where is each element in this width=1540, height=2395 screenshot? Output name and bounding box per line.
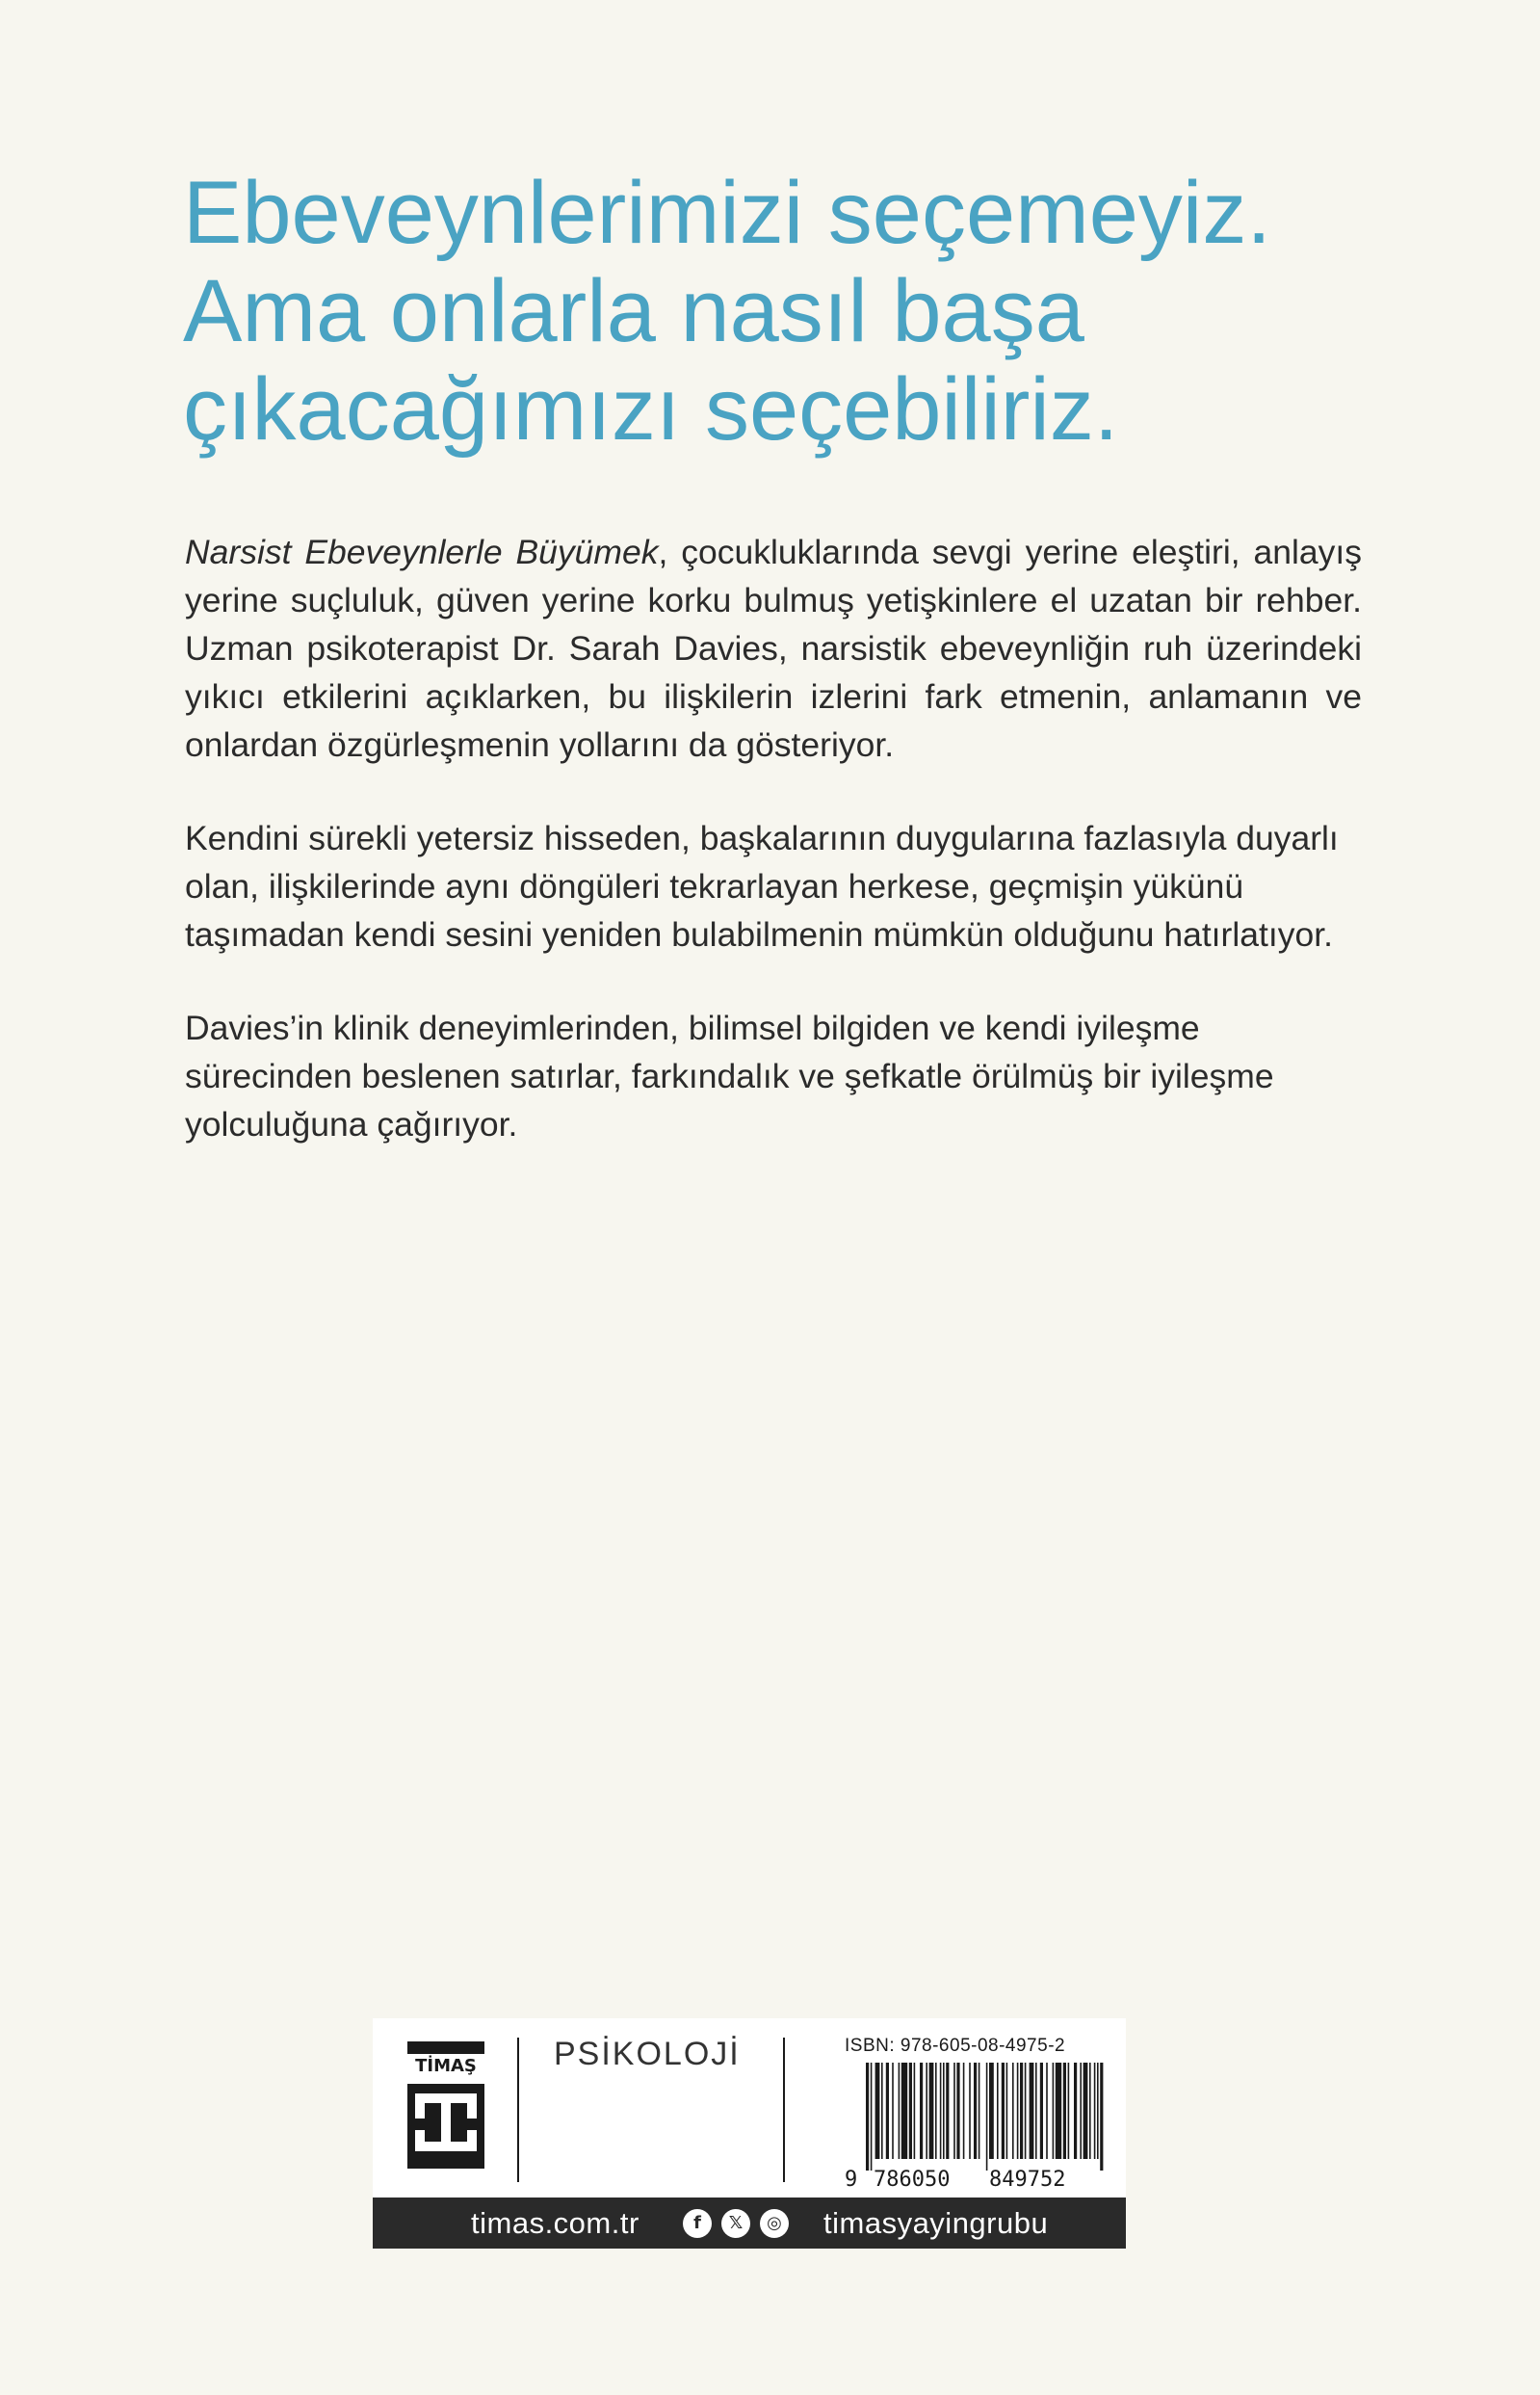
barcode [845,2063,1107,2190]
barcode-bar [881,2063,883,2159]
barcode-bar [920,2063,923,2159]
barcode-bar [953,2063,955,2159]
barcode-bar [1097,2063,1099,2159]
barcode-bar [963,2063,965,2159]
barcode-bar [946,2063,949,2159]
barcode-bar [1002,2063,1005,2159]
barcode-bar [1053,2063,1055,2159]
barcode-bar [1056,2063,1061,2159]
barcode-bar [979,2063,980,2159]
logo-bar [407,2041,484,2054]
isbn-label: ISBN: 978-605-08-4975-2 [845,2036,1066,2056]
website-link[interactable]: timas.com.tr [471,2206,639,2240]
facebook-icon[interactable]: f [683,2209,712,2238]
imprint-divider-right [783,2038,785,2182]
blurb-paragraph-2: Kendini sürekli yetersiz hisseden, başkalarının duygularına fazlasıyla duyarlı olan, ilişkilerinde aynı döngüleri tekrarlayan herkese, geçmişin yükünü taşımadan kendi sesini yeniden bulabilmenin mümkün olduğunu hatırlatıyor. [185,819,1339,954]
barcode-bar [1080,2063,1082,2159]
imprint-box [373,2018,1126,2249]
barcode-bar [1035,2063,1037,2159]
barcode-bar [1094,2063,1096,2159]
barcode-bar [1006,2063,1008,2159]
publisher-logo-mark-icon [407,2084,484,2169]
barcode-bar [899,2063,901,2159]
barcode-bar [935,2063,937,2159]
barcode-bar [866,2063,869,2171]
imprint-divider-left [517,2038,519,2182]
barcode-bar [1089,2063,1091,2159]
barcode-bar [974,2063,977,2159]
barcode-bar [997,2063,999,2159]
barcode-bar [943,2063,945,2159]
barcode-bar [956,2063,959,2159]
barcode-bar [1068,2063,1070,2159]
barcode-bar [1074,2063,1077,2159]
back-cover-headline [183,164,1396,459]
barcode-digits-right: 849752 [989,2168,1066,2190]
barcode-bar [909,2063,912,2159]
barcode-bar [1020,2063,1023,2159]
barcode-bar [1063,2063,1066,2159]
blurb-paragraph-1 [185,528,1362,769]
barcode-bar [886,2063,889,2159]
barcode-bar [1030,2063,1034,2159]
barcode-bar [926,2063,927,2159]
blurb-paragraph-3: Davies’in klinik deneyimlerinden, bilimsel bilgiden ve kendi iyileşme sürecinden beslenen satırlar, farkındalık ve şefkatle örülmüş bir iyileşme yolculuğuna çağırıyor. [185,1009,1274,1144]
barcode-bar [989,2063,994,2159]
barcode-bar [901,2063,907,2159]
barcode-bar [986,2063,988,2171]
barcode-bar [914,2063,916,2159]
book-title: Narsist Ebeveynlerle Büyümek [185,533,659,571]
x-icon[interactable]: 𝕏 [721,2209,750,2238]
blurb-paragraph-1-text: , çocukluklarında sevgi yerine eleştiri, anlayış yerine suçluluk, güven yerine korku bulmuş yetişkinlere el uzatan bir rehber. Uzman psikoterapist Dr. Sarah Davies, narsistik ebeveynliğin ruh üzerindeki yıkıcı etkilerini açıklarken, bu ilişkilerin izlerini fark etmenin, anlamanın ve onlardan özgürleşmenin yollarını da gösteriyor. [185,533,1362,764]
imprint-top [373,2018,1126,2198]
publisher-logo-text: TİMAŞ [415,2056,477,2076]
barcode-digits-left: 786050 [874,2168,951,2190]
publisher-logo [407,2041,484,2169]
barcode-bar [1046,2063,1048,2159]
blurb [185,528,1362,1194]
barcode-bar [1025,2063,1027,2159]
barcode-digit-lead: 9 [845,2168,858,2190]
barcode-bar [940,2063,942,2159]
headline-line-1: Ebeveynlerimizi seçemeyiz. [183,164,1271,262]
barcode-bar [969,2063,971,2159]
headline-line-2: Ama onlarla nasıl başa [183,262,1084,360]
barcode-bar [871,2063,873,2171]
barcode-bar [1017,2063,1019,2159]
social-handle[interactable]: timasyayingrubu [823,2206,1049,2240]
category-label: PSİKOLOJİ [554,2036,741,2072]
imprint-footer-bar [373,2198,1126,2249]
headline-line-3: çıkacağımızı seçebiliriz. [183,360,1119,459]
instagram-icon[interactable]: ◎ [760,2209,789,2238]
barcode-bar [1040,2063,1043,2159]
barcode-bar [1083,2063,1088,2159]
barcode-bar [875,2063,880,2159]
barcode-bar [892,2063,894,2159]
barcode-bar [929,2063,934,2159]
social-icons [683,2209,798,2238]
barcode-bar [1012,2063,1014,2159]
barcode-bar [1100,2063,1103,2171]
